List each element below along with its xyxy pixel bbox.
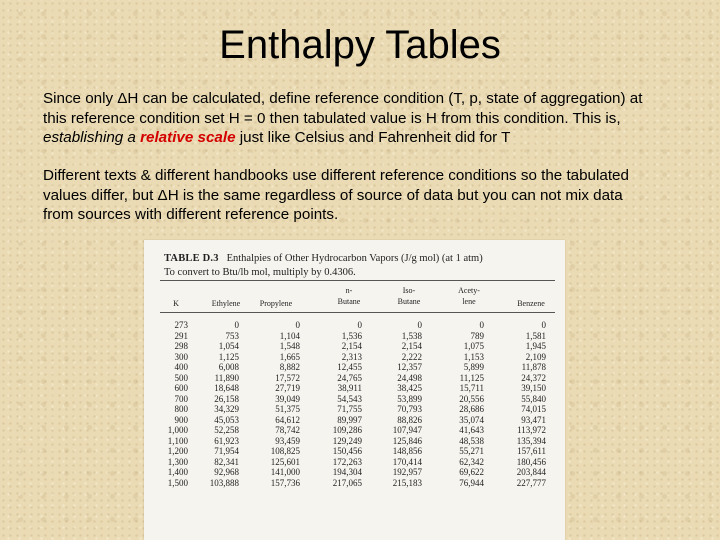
table-cell: 129,249: [332, 435, 362, 446]
table-column: [424, 320, 484, 488]
table-cell: 11,878: [521, 362, 546, 372]
table-cell: 1,581: [525, 330, 546, 341]
table-cell: 1,104: [279, 330, 300, 341]
table-cell: 24,498: [397, 372, 422, 383]
table-cell: 125,601: [270, 456, 300, 467]
table-cell: 27,719: [275, 383, 300, 393]
table-cell: 93,459: [275, 435, 300, 446]
table-subcaption: To convert to Btu/lb mol, multiply by 0.4306.: [164, 267, 356, 278]
paragraph-line: from sources with different reference points.: [43, 206, 339, 223]
table-cell: 6,008: [218, 362, 239, 372]
table-cell: 8,882: [279, 362, 300, 372]
table-cell: 70,793: [397, 404, 422, 414]
table-cell: 103,888: [209, 477, 239, 488]
table-cell: 1,665: [279, 351, 300, 362]
table-cell: 148,856: [392, 446, 422, 456]
table-cell: 1,400: [167, 467, 188, 477]
table-cell: 1,075: [463, 341, 484, 351]
text-run: just like Celsius and Fahrenheit did for T: [235, 129, 511, 146]
slide-title: Enthalpy Tables: [219, 23, 501, 67]
table-cell: 203,844: [516, 467, 546, 477]
table-cell: 5,899: [463, 362, 484, 372]
table-cell: 28,686: [459, 404, 484, 414]
table-header-cell: Acety- lene: [458, 286, 480, 306]
table-column: [486, 320, 546, 488]
text-run: is the same regardless of source of data but you can not mix data: [178, 186, 623, 204]
table-cell: 61,923: [214, 435, 239, 446]
table-cell: 78,742: [275, 425, 300, 435]
table-cell: 1,000: [167, 425, 188, 435]
text-run: Since only ΔH: [43, 90, 139, 107]
table-cell: 48,538: [459, 435, 484, 446]
table-cell: 55,840: [521, 393, 546, 404]
table-cell: 2,222: [401, 351, 422, 362]
paragraph-line: [43, 128, 703, 148]
paragraph-line: [43, 186, 703, 206]
table-cell: 900: [174, 414, 188, 425]
table-cell: 298: [174, 341, 188, 351]
table-cell: 753: [225, 330, 239, 341]
table-cell: 1,125: [218, 351, 239, 362]
table-cell: 1,100: [167, 435, 188, 446]
table-cell: 38,425: [397, 383, 422, 393]
table-cell: 0: [417, 320, 422, 330]
table-cell: 125,846: [392, 435, 422, 446]
table-column: [302, 320, 362, 488]
table-caption: [164, 252, 483, 265]
table-cell: 135,394: [516, 435, 546, 446]
table-cell: 2,154: [401, 341, 422, 351]
table-cell: 157,736: [270, 477, 300, 488]
table-cell: 12,455: [337, 362, 362, 372]
table-cell: 38,911: [337, 383, 362, 393]
table-cell: 64,612: [275, 414, 300, 425]
table-cell: 1,300: [167, 456, 188, 467]
table-cell: 180,456: [516, 456, 546, 467]
table-cell: 93,471: [521, 414, 546, 425]
table-cell: 109,286: [332, 425, 362, 435]
table-cell: 15,711: [459, 383, 484, 393]
table-cell: 71,954: [214, 446, 239, 456]
table-cell: 600: [174, 383, 188, 393]
table-cell: 39,150: [521, 383, 546, 393]
table-cell: 88,826: [397, 414, 422, 425]
table-cell: 800: [174, 404, 188, 414]
paragraph-line: [43, 89, 703, 109]
table-header-cell: n- Butane: [337, 286, 361, 306]
table-cell: 17,572: [275, 372, 300, 383]
table-cell: 53,899: [397, 393, 422, 404]
text-run: this reference condition set: [43, 109, 229, 127]
table-cell: 52,258: [214, 425, 239, 435]
table-cell: 150,456: [332, 446, 362, 456]
table-cell: 2,154: [341, 341, 362, 351]
table-cell: 89,997: [337, 414, 362, 425]
table-cell: 35,074: [459, 414, 484, 425]
table-cell: 26,158: [214, 393, 239, 404]
table-cell: 1,945: [525, 341, 546, 351]
table-column: [362, 320, 422, 488]
relative-scale-emphasis: relative scale: [140, 129, 236, 146]
table-cell: 92,968: [214, 467, 239, 477]
table-cell: 1,500: [167, 477, 188, 488]
table-cell: 51,375: [275, 404, 300, 414]
table-cell: 700: [174, 393, 188, 404]
table-cell: 24,372: [521, 372, 546, 383]
table-id: TABLE D.3: [164, 253, 219, 264]
table-rule-top: [160, 280, 555, 281]
table-cell: 2,109: [525, 351, 546, 362]
table-cell: 192,957: [392, 467, 422, 477]
table-rule-header: [160, 312, 555, 313]
table-cell: 170,414: [392, 456, 422, 467]
paragraph-line: [43, 109, 703, 129]
table-cell: 45,053: [214, 414, 239, 425]
text-run: values differ, but ΔH: [43, 186, 179, 204]
text-run: = 0 then tabulated value is H from this condition. This is,: [239, 109, 621, 127]
table-header-cell: Propylene: [259, 299, 293, 308]
table-cell: 172,263: [332, 456, 362, 467]
table-cell: 0: [357, 320, 362, 330]
table-cell: 54,543: [337, 393, 362, 404]
table-cell: 291: [174, 330, 188, 341]
text-run: can be calculated, define reference condition (T, p, state of aggregation) at: [138, 90, 643, 107]
table-cell: 1,054: [218, 341, 239, 351]
table-cell: 82,341: [214, 456, 239, 467]
table-cell: 107,947: [392, 425, 422, 435]
table-cell: 0: [295, 320, 300, 330]
table-cell: 215,183: [392, 477, 422, 488]
paragraph-different-handbooks: [43, 166, 703, 225]
table-column: [179, 320, 239, 488]
table-cell: 789: [470, 330, 484, 341]
table-cell: 39,049: [275, 393, 300, 404]
text-run: establishing a: [43, 129, 141, 146]
table-cell: 300: [174, 351, 188, 362]
paragraph-reference-condition: [43, 89, 703, 148]
table-cell: 0: [541, 320, 546, 330]
table-cell: 1,200: [167, 446, 188, 456]
table-cell: 1,538: [401, 330, 422, 341]
table-cell: 2,313: [341, 351, 362, 362]
table-cell: 217,065: [332, 477, 362, 488]
table-cell: 11,890: [214, 372, 239, 383]
enthalpy-symbol: ^ H: [229, 109, 240, 129]
table-cell: 62,342: [459, 456, 484, 467]
table-cell: 108,825: [270, 446, 300, 456]
table-header-cell: Benzene: [517, 299, 545, 308]
table-cell: 41,643: [459, 425, 484, 435]
table-cell: 1,548: [279, 341, 300, 351]
paragraph-line: Different texts & different handbooks use different reference conditions so the tabulated: [43, 167, 629, 184]
table-cell: 500: [174, 372, 188, 383]
table-cell: 12,357: [397, 362, 422, 372]
table-cell: 74,015: [521, 404, 546, 414]
table-cell: 18,648: [214, 383, 239, 393]
table-cell: 11,125: [459, 372, 484, 383]
table-column: [240, 320, 300, 488]
table-cell: 1,536: [341, 330, 362, 341]
table-header-cell: K: [173, 299, 179, 308]
table-cell: 34,329: [214, 404, 239, 414]
table-cell: 227,777: [516, 477, 546, 488]
table-cell: 273: [174, 320, 188, 330]
table-cell: 194,304: [332, 467, 362, 477]
enthalpy-table-image: [144, 240, 565, 540]
table-cell: 0: [479, 320, 484, 330]
table-cell: 76,944: [459, 477, 484, 488]
table-cell: 400: [174, 362, 188, 372]
table-cell: 24,765: [337, 372, 362, 383]
table-header-cell: Iso- Butane: [397, 286, 421, 306]
table-title: Enthalpies of Other Hydrocarbon Vapors (J/g mol) (at 1 atm): [226, 253, 483, 264]
table-cell: 55,271: [459, 446, 484, 456]
table-cell: 69,622: [459, 467, 484, 477]
table-cell: 20,556: [459, 393, 484, 404]
table-cell: 157,611: [517, 446, 546, 456]
table-header-cell: Ethylene: [211, 299, 241, 308]
table-cell: 71,755: [337, 404, 362, 414]
table-cell: 0: [234, 320, 239, 330]
table-cell: 141,000: [270, 467, 300, 477]
table-cell: 113,972: [517, 425, 546, 435]
table-cell: 1,153: [463, 351, 484, 362]
